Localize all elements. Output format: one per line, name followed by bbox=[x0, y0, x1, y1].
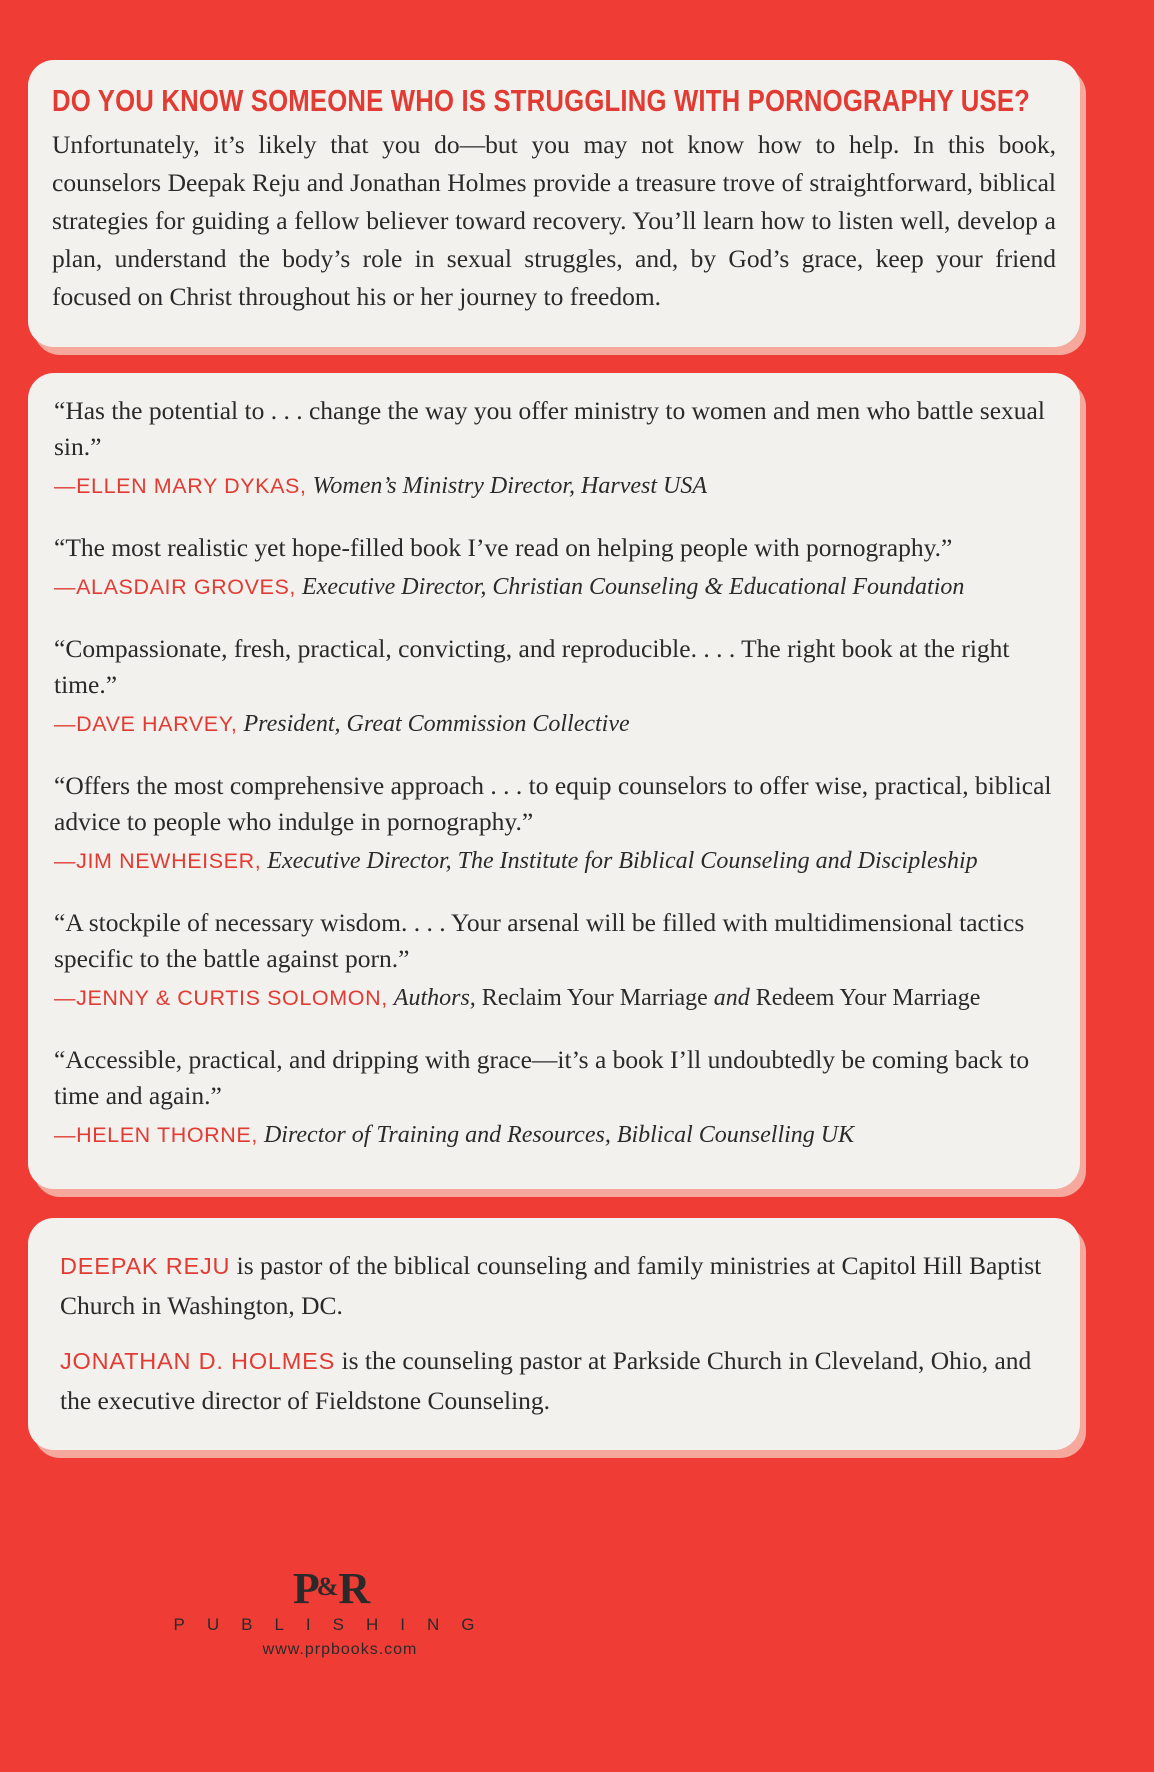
endorser-role: Director of Training and Resources, Biblical Counselling UK bbox=[263, 1122, 855, 1148]
author-bio bbox=[60, 1246, 1050, 1325]
author-bio bbox=[60, 1341, 1050, 1420]
headline: DO YOU KNOW SOMEONE WHO IS STRUGGLING WITH PORNOGRAPHY USE? bbox=[52, 83, 1031, 118]
book-title: Reclaim Your Marriage bbox=[481, 985, 708, 1011]
endorsement bbox=[54, 631, 1054, 741]
endorsement bbox=[54, 768, 1054, 878]
description-panel bbox=[28, 60, 1080, 347]
endorser-role: Executive Director, The Institute for Biblical Counseling and Discipleship bbox=[267, 848, 978, 874]
author-name: DEEPAK REJU bbox=[60, 1253, 231, 1279]
endorsement-quote: “Has the potential to . . . change the way you offer ministry to women and men who battle sexual sin.” bbox=[54, 396, 1045, 461]
endorsement-quote: “Compassionate, fresh, practical, convicting, and reproducible. . . . The right book at the right time.” bbox=[54, 634, 1010, 699]
author-name: JONATHAN D. HOLMES bbox=[60, 1348, 336, 1374]
endorsement-attribution bbox=[54, 1118, 1054, 1152]
endorsement-quote: “A stockpile of necessary wisdom. . . . Your arsenal will be filled with multidimensional tactics specific to the battle against porn.” bbox=[54, 908, 1025, 973]
endorser-role: Executive Director, Christian Counseling & Educational Foundation bbox=[302, 574, 965, 600]
endorser-name: —ALASDAIR GROVES, bbox=[54, 575, 296, 599]
logo-letter: R bbox=[338, 1564, 368, 1613]
author-description: is pastor of the biblical counseling and family ministries at Capitol Hill Baptist Church in Washington, DC. bbox=[60, 1251, 1042, 1320]
publisher-logo bbox=[150, 1565, 510, 1611]
endorsement-quote: “Offers the most comprehensive approach . . . to equip counselors to offer wise, practical, biblical advice to people who indulge in pornography.” bbox=[54, 771, 1052, 836]
endorser-role: Authors, bbox=[393, 985, 476, 1011]
endorsement-attribution bbox=[54, 469, 1054, 503]
endorser-name: —DAVE HARVEY, bbox=[54, 712, 238, 736]
authors-panel bbox=[28, 1218, 1080, 1450]
endorsement bbox=[54, 1042, 1054, 1152]
logo-letter: P bbox=[292, 1564, 317, 1613]
endorsements-panel bbox=[28, 373, 1080, 1189]
endorser-name: —JIM NEWHEISER, bbox=[54, 849, 262, 873]
endorsement-attribution bbox=[54, 981, 1054, 1015]
endorsement-attribution bbox=[54, 844, 1054, 878]
endorsement-quote: “Accessible, practical, and dripping with grace—it’s a book I’ll undoubtedly be coming back to time and again.” bbox=[54, 1045, 1030, 1110]
publisher-url: www.prpbooks.com bbox=[262, 1641, 418, 1658]
author-description: is the counseling pastor at Parkside Church in Cleveland, Ohio, and the executive director of Fieldstone Counseling. bbox=[60, 1346, 1032, 1415]
endorser-name: —ELLEN MARY DYKAS, bbox=[54, 474, 307, 498]
publisher-name: PUBLISHING bbox=[173, 1615, 497, 1634]
endorser-name: —HELEN THORNE, bbox=[54, 1123, 258, 1147]
endorsement bbox=[54, 393, 1054, 503]
logo-ampersand: & bbox=[316, 1572, 339, 1601]
endorsement-attribution bbox=[54, 707, 1054, 741]
endorser-role: President, Great Commission Collective bbox=[243, 711, 630, 737]
endorser-role: Women’s Ministry Director, Harvest USA bbox=[312, 473, 707, 499]
endorser-name: —JENNY & CURTIS SOLOMON, bbox=[54, 986, 388, 1010]
endorsement bbox=[54, 905, 1054, 1015]
publisher-block bbox=[150, 1565, 510, 1659]
endorsement bbox=[54, 530, 1054, 604]
book-title: Redeem Your Marriage bbox=[755, 985, 981, 1011]
endorsement-attribution bbox=[54, 570, 1054, 604]
description-text: Unfortunately, it’s likely that you do—but you may not know how to help. In this book, counselors Deepak Reju and Jonathan Holmes provide a treasure trove of straightforward, biblical strategies for guiding a fellow believer toward recovery. You’ll learn how to listen well, develop a plan, understand the body’s role in sexual struggles, and, by God’s grace, keep your friend focused on Christ throughout his or her journey to freedom. bbox=[52, 130, 1056, 311]
conjunction: and bbox=[713, 985, 750, 1011]
endorsement-quote: “The most realistic yet hope-filled book I’ve read on helping people with pornography.” bbox=[54, 533, 953, 562]
